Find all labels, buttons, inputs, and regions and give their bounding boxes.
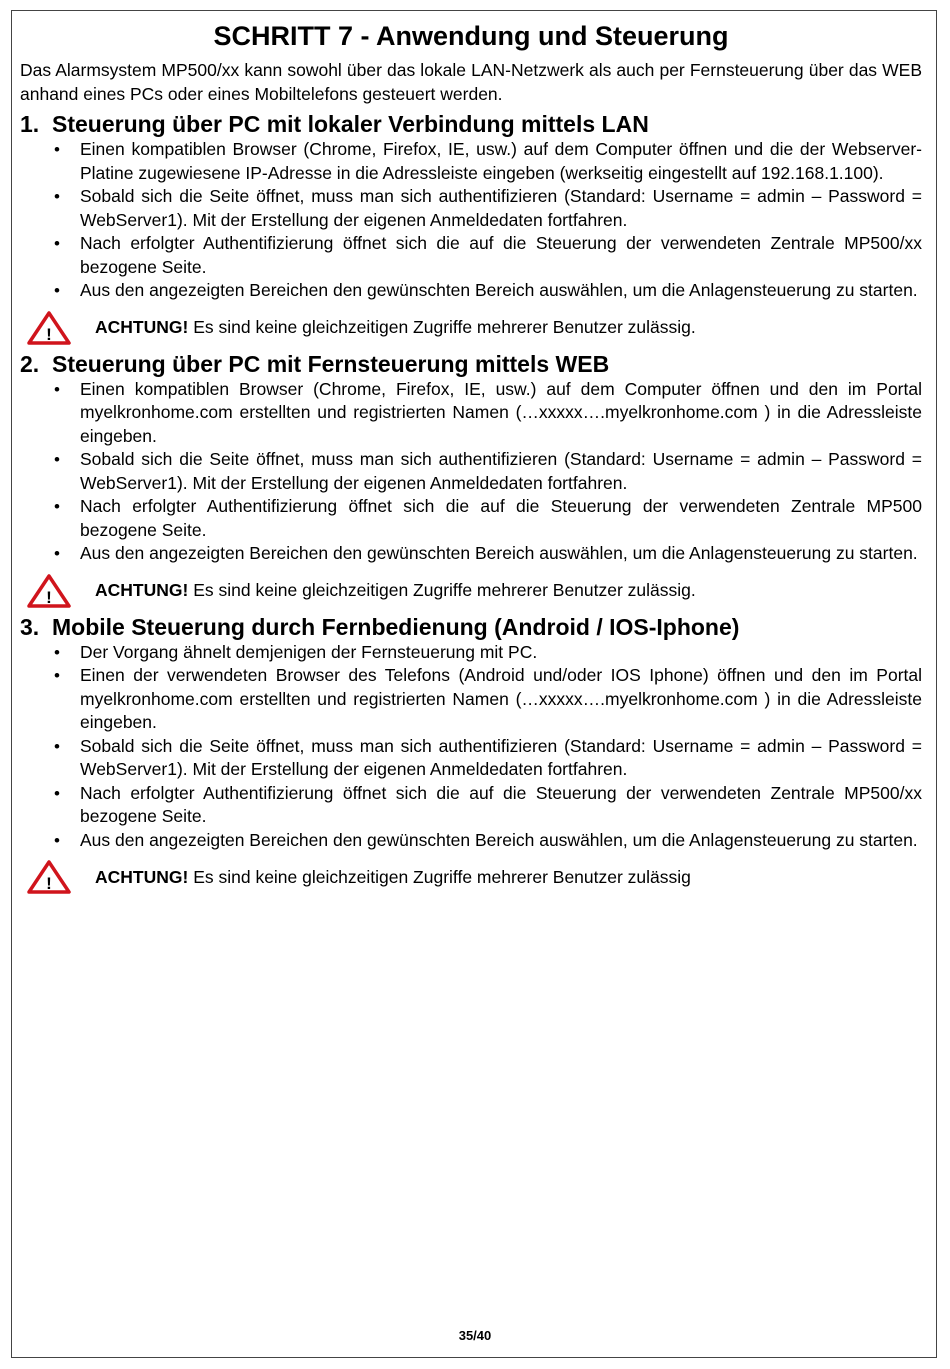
- list-item: • Nach erfolgter Authentifizierung öffnet sich die auf die Steuerung der verwendeten Zentrale MP500/xx bezogene Seite.: [20, 232, 922, 279]
- page-number: 35/40: [458, 1328, 492, 1343]
- warning-text: [95, 866, 691, 889]
- bullet-list: [20, 641, 922, 853]
- warning-notice: [20, 313, 922, 343]
- intro-paragraph: Das Alarmsystem MP500/xx kann sowohl über das lokale LAN-Netzwerk als auch per Fernsteuerung über das WEB anhand eines PCs oder eines Mobiltelefons gesteuert werden.: [20, 60, 922, 104]
- warning-label: ACHTUNG!: [95, 866, 189, 887]
- page-title: SCHRITT 7 - Anwendung und Steuerung: [213, 21, 729, 51]
- list-item: • Sobald sich die Seite öffnet, muss man sich authentifizieren (Standard: Username = admin – Password = WebServer1). Mit der Erstellung der eigenen Anmeldedaten fortfahren.: [20, 448, 922, 495]
- list-item: • Nach erfolgter Authentifizierung öffnet sich die auf die Steuerung der verwendeten Zentrale MP500/xx bezogene Seite.: [20, 782, 922, 829]
- section-title: Steuerung über PC mit Fernsteuerung mittels WEB: [52, 350, 610, 377]
- list-item: • Aus den angezeigten Bereichen den gewünschten Bereich auswählen, um die Anlagensteuerung zu starten.: [20, 279, 922, 303]
- warning-notice: [20, 576, 922, 606]
- warning-notice: [20, 862, 922, 892]
- list-item: • Sobald sich die Seite öffnet, muss man sich authentifizieren (Standard: Username = admin – Password = WebServer1). Mit der Erstellung der eigenen Anmeldedaten fortfahren.: [20, 735, 922, 782]
- list-item: • Aus den angezeigten Bereichen den gewünschten Bereich auswählen, um die Anlagensteuerung zu starten.: [20, 542, 922, 566]
- warning-triangle-icon: [27, 574, 71, 608]
- warning-triangle-icon: [27, 860, 71, 894]
- warning-text: [95, 579, 696, 602]
- section-title: Mobile Steuerung durch Fernbedienung (Android / IOS-Iphone): [52, 613, 740, 640]
- page-content: [20, 18, 922, 892]
- warning-text: [95, 316, 696, 339]
- section-heading: [20, 350, 922, 378]
- list-item: • Sobald sich die Seite öffnet, muss man sich authentifizieren (Standard: Username = admin – Password = WebServer1). Mit der Erstellung der eigenen Anmeldedaten fortfahren.: [20, 185, 922, 232]
- section-heading: [20, 613, 922, 641]
- section-title: Steuerung über PC mit lokaler Verbindung mittels LAN: [52, 111, 649, 137]
- warning-message: Es sind keine gleichzeitigen Zugriffe mehrerer Benutzer zulässig.: [188, 580, 696, 600]
- warning-message: Es sind keine gleichzeitigen Zugriffe mehrerer Benutzer zulässig.: [188, 317, 696, 337]
- list-item: • Nach erfolgter Authentifizierung öffnet sich die auf die Steuerung der verwendeten Zentrale MP500 bezogene Seite.: [20, 495, 922, 542]
- bullet-list: [20, 138, 922, 303]
- section-number: 3.: [20, 613, 40, 640]
- warning-triangle-icon: [27, 311, 71, 345]
- section-1: [20, 110, 922, 343]
- section-number: 1.: [20, 111, 40, 137]
- warning-label: ACHTUNG!: [95, 317, 189, 337]
- warning-label: ACHTUNG!: [95, 580, 189, 600]
- bullet-list: [20, 378, 922, 566]
- svg-text:!: !: [46, 587, 52, 607]
- section-3: [20, 613, 922, 893]
- list-item: • Einen der verwendeten Browser des Telefons (Android und/oder IOS Iphone) öffnen und den im Portal myelkronhome.com erstellten und registrierten Namen (…xxxxx….myelkronhome.com ) in die Adressleiste eingeben.: [20, 664, 922, 735]
- list-item: • Einen kompatiblen Browser (Chrome, Firefox, IE, usw.) auf dem Computer öffnen und den im Portal myelkronhome.com erstellten und registrierten Namen (…xxxxx….myelkronhome.com ) in die Adressleiste eingeben.: [20, 378, 922, 449]
- section-2: [20, 350, 922, 606]
- list-item: • Aus den angezeigten Bereichen den gewünschten Bereich auswählen, um die Anlagensteuerung zu starten.: [20, 829, 922, 853]
- list-item: • Einen kompatiblen Browser (Chrome, Firefox, IE, usw.) auf dem Computer öffnen und die der Webserver-Platine zugewiesene IP-Adresse in die Adressleiste eingeben (werkseitig eingestellt auf 192.168.1.100).: [20, 138, 922, 185]
- section-heading: [20, 110, 922, 138]
- warning-message: Es sind keine gleichzeitigen Zugriffe mehrerer Benutzer zulässig: [188, 866, 691, 887]
- section-number: 2.: [20, 350, 40, 377]
- svg-text:!: !: [46, 874, 52, 893]
- list-item: • Der Vorgang ähnelt demjenigen der Fernsteuerung mit PC.: [20, 641, 922, 665]
- svg-text:!: !: [46, 324, 52, 344]
